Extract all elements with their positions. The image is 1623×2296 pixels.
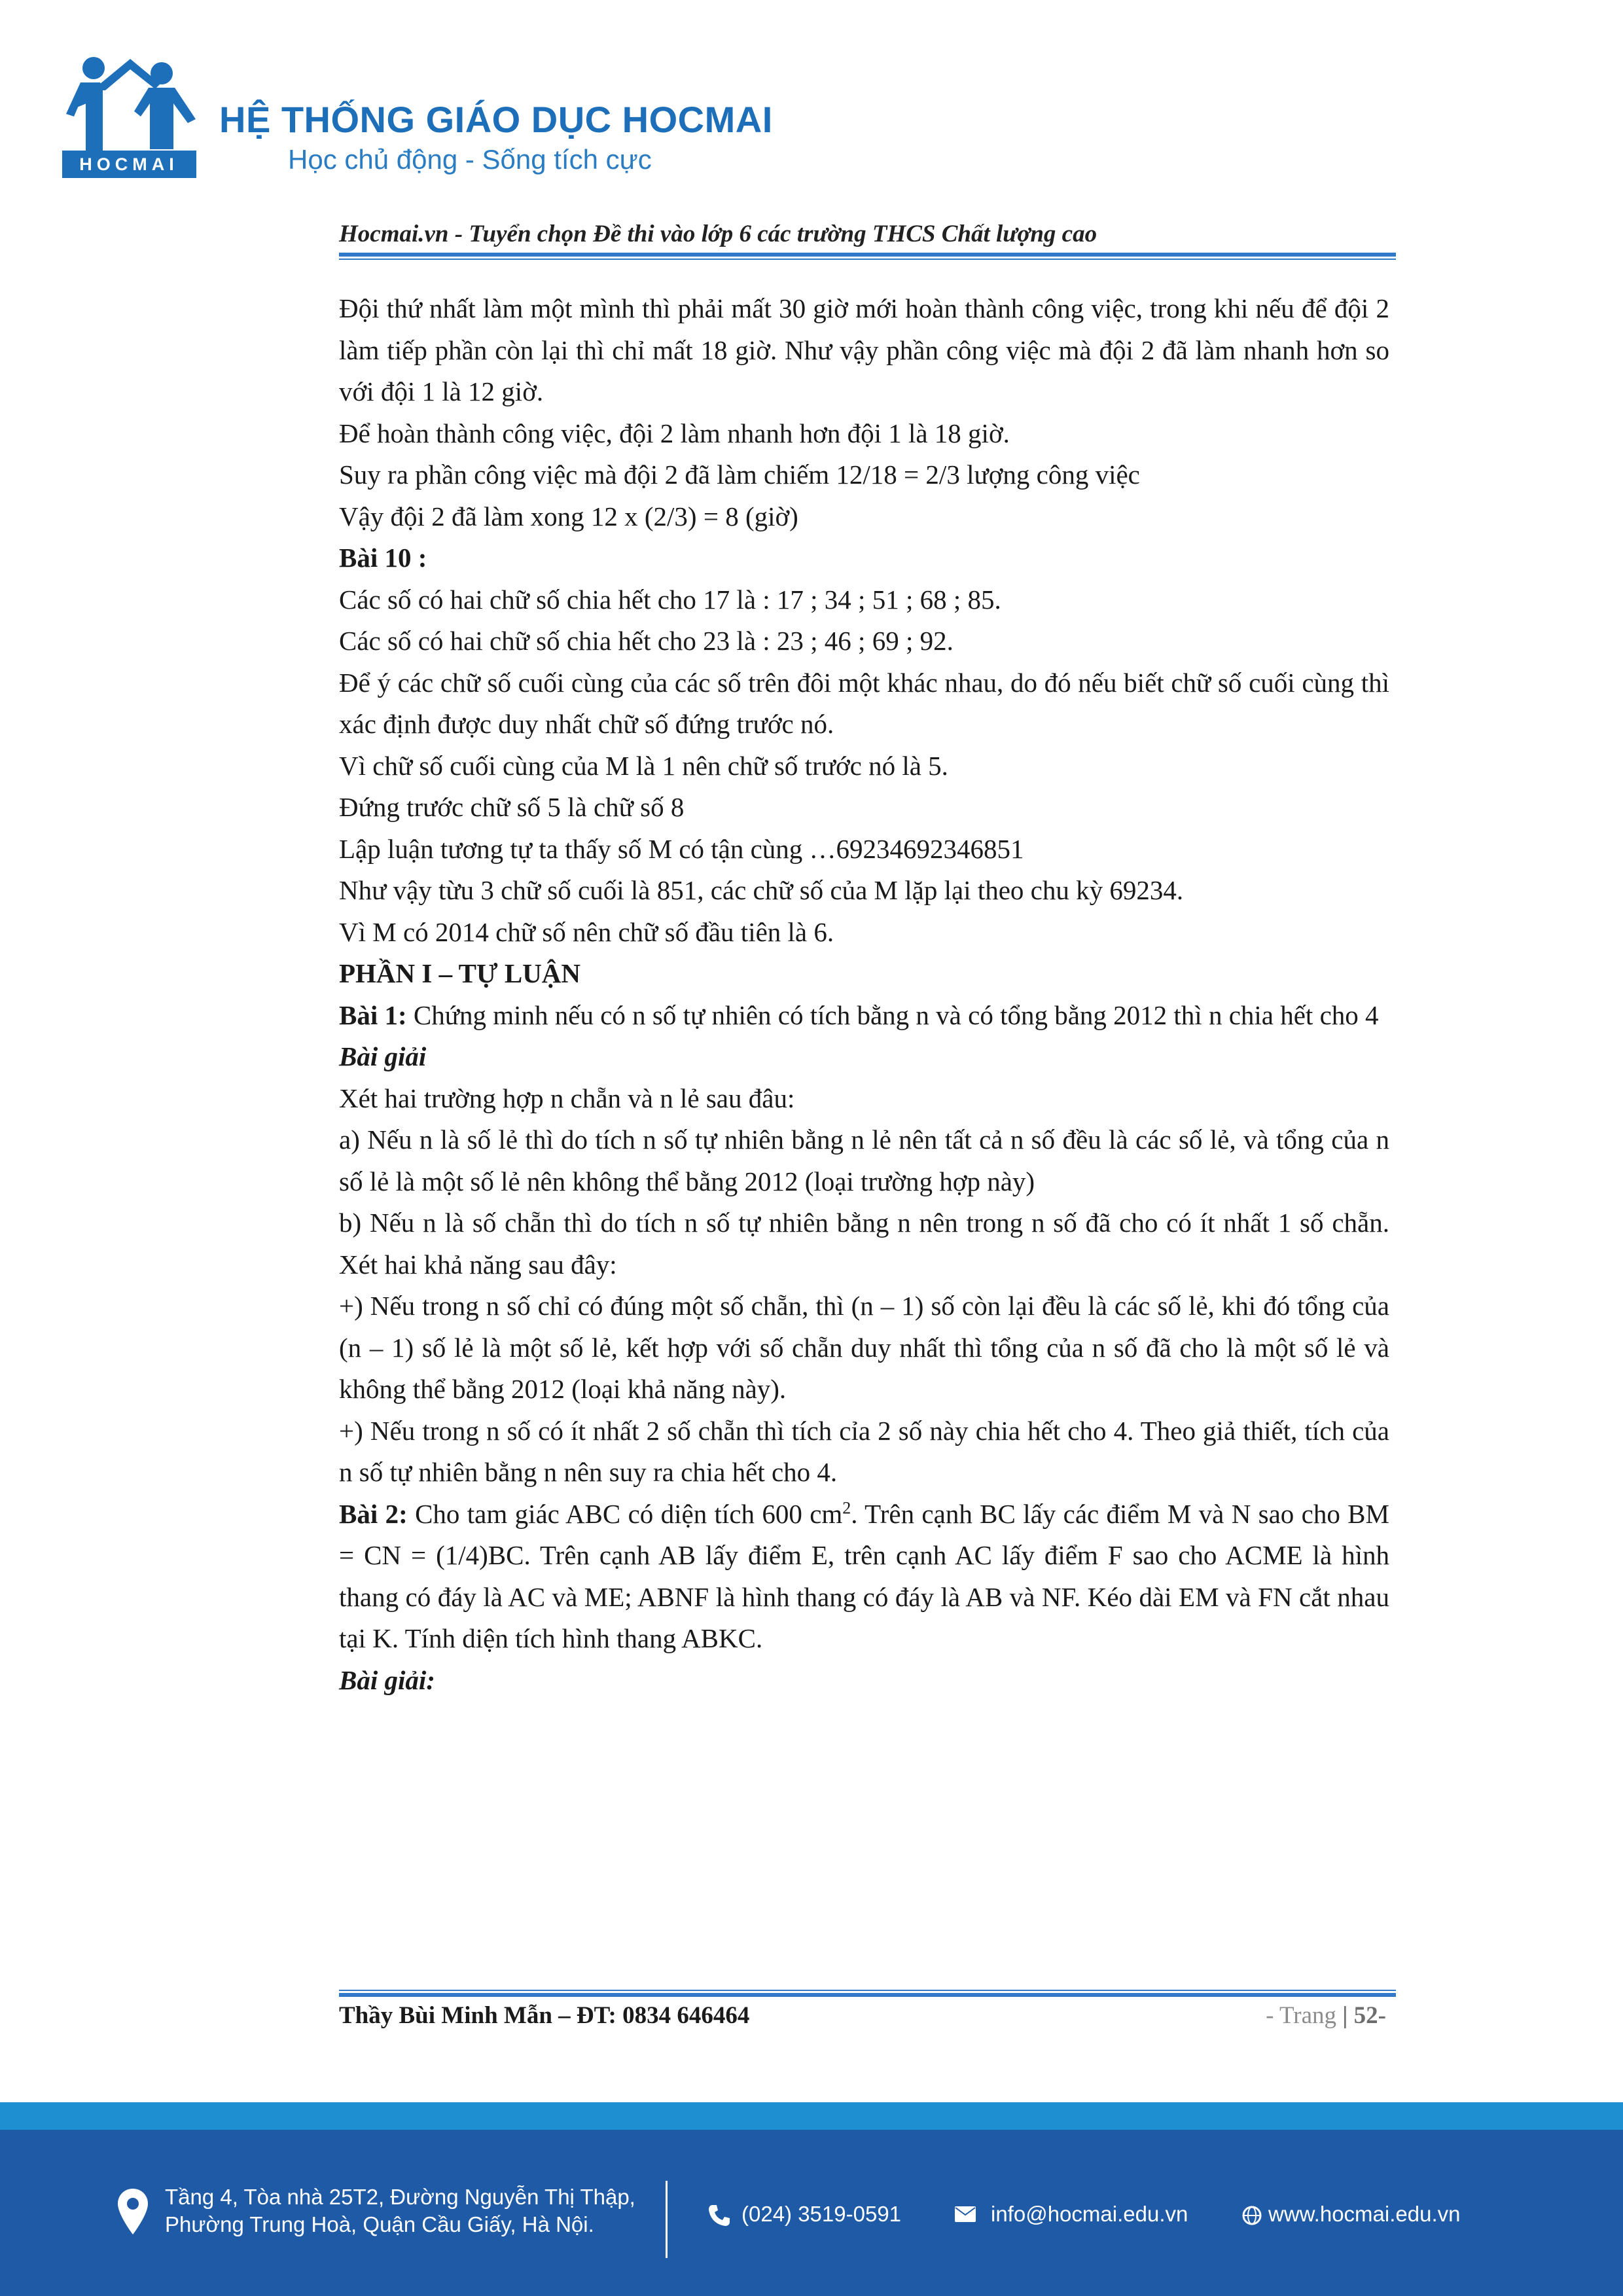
- page-number-value: 52-: [1353, 2002, 1386, 2029]
- contact-band: [0, 2130, 1623, 2296]
- paragraph: Vì M có 2014 chữ số nên chữ số đầu tiên là 6.: [339, 916, 834, 947]
- paragraph: Đứng trước chữ số 5 là chữ số 8: [339, 792, 685, 822]
- contact-address: [165, 2183, 635, 2238]
- phone-icon: [707, 2203, 732, 2228]
- brand-slogan: Học chủ động - Sống tích cực: [288, 144, 652, 175]
- logo-text: HOCMAI: [79, 154, 179, 174]
- problem-statement: [339, 995, 1389, 1037]
- paragraph: Vì chữ số cuối cùng của M là 1 nên chữ số trước nó là 5.: [339, 750, 948, 781]
- header-rule: [339, 253, 1396, 260]
- brand-title: HỆ THỐNG GIÁO DỤC HOCMAI: [219, 99, 773, 140]
- address-line: Tầng 4, Tòa nhà 25T2, Đường Nguyễn Thị Thập,: [165, 2185, 635, 2209]
- contact-band-accent: [0, 2102, 1623, 2130]
- page-body: [339, 288, 1389, 1701]
- problem-text: Chứng minh nếu có n số tự nhiên có tích bằng n và có tổng bằng 2012 thì n chia hết cho 4: [406, 999, 1379, 1030]
- footer-teacher: Thầy Bùi Minh Mẫn – ĐT: 0834 646464: [339, 2002, 750, 2029]
- paragraph: +) Nếu trong n số chỉ có đúng một số chẵn, thì (n – 1) số còn lại đều là các số lẻ, khi đó tổng của (n – 1) số lẻ là một số lẻ, kết hợp với số chẵn duy nhất thì tổng của n số đã cho là một số lẻ và không thể bằng 2012 (loại khả năng này).: [339, 1291, 1389, 1404]
- footer-rule: [339, 1990, 1396, 1997]
- hocmai-logo: [62, 51, 196, 179]
- solution-heading: Bài giải: [339, 1041, 427, 1071]
- problem-label: Bài 1:: [339, 999, 407, 1030]
- paragraph: Để hoàn thành công việc, đội 2 làm nhanh hơn đội 1 là 18 giờ.: [339, 418, 1010, 448]
- contact-email[interactable]: info@hocmai.edu.vn: [991, 2202, 1188, 2226]
- problem-heading: Bài 10 :: [339, 543, 427, 573]
- paragraph: Lập luận tương tự ta thấy số M có tận cùng …69234692346851: [339, 833, 1024, 864]
- paragraph: Đội thứ nhất làm một mình thì phải mất 30 giờ mới hoàn thành công việc, trong khi nếu để đội 2 làm tiếp phần còn lại thì chỉ mất 18 giờ. Như vậy phần công việc mà đội 2 đã làm nhanh hơn so với đội 1 là 12 giờ.: [339, 293, 1389, 406]
- paragraph: a) Nếu n là số lẻ thì do tích n số tự nhiên bằng n lẻ nên tất cả n số đều là các số lẻ, và tổng của n số lẻ là một số lẻ nên không thể bằng 2012 (loại trường hợp này): [339, 1124, 1389, 1196]
- contact-website[interactable]: www.hocmai.edu.vn: [1268, 2202, 1461, 2226]
- paragraph: Các số có hai chữ số chia hết cho 23 là : 23 ; 46 ; 69 ; 92.: [339, 626, 954, 656]
- solution-heading: Bài giải:: [339, 1664, 435, 1695]
- problem-text: . Trên cạnh BC lấy các điểm M và N sao cho BM = CN = (1/4)BC. Trên cạnh AB lấy điểm E, trên cạnh AC lấy điểm F sao cho ACME là hình thang có đáy là AC và ME; ABNF là hình thang có đáy là AB và NF. Kéo dài EM và FN cắt nhau tại K. Tính diện tích hình thang ABKC.: [339, 1498, 1389, 1653]
- email-icon: [954, 2206, 976, 2223]
- contact-phone[interactable]: (024) 3519-0591: [741, 2202, 902, 2226]
- contact-divider: [666, 2181, 668, 2258]
- globe-icon: [1242, 2206, 1262, 2225]
- section-heading: PHẦN I – TỰ LUẬN: [339, 958, 581, 988]
- paragraph: Suy ra phần công việc mà đội 2 đã làm chiếm 12/18 = 2/3 lượng công việc: [339, 459, 1140, 490]
- superscript: 2: [842, 1498, 851, 1517]
- page-number: [1266, 2001, 1386, 2030]
- page-pipe: |: [1342, 2002, 1354, 2029]
- paragraph: Xét hai trường hợp n chẵn và n lẻ sau đâu:: [339, 1083, 795, 1113]
- paragraph: Các số có hai chữ số chia hết cho 17 là : 17 ; 34 ; 51 ; 68 ; 85.: [339, 584, 1001, 615]
- paragraph: +) Nếu trong n số có ít nhất 2 số chẵn thì tích cỉa 2 số này chia hết cho 4. Theo giả thiết, tích của n số tự nhiên bằng n nên suy ra chia hết cho 4.: [339, 1415, 1389, 1487]
- brand-header: [62, 51, 847, 182]
- address-line: Phường Trung Hoà, Quận Cầu Giấy, Hà Nội.: [165, 2212, 594, 2236]
- problem-statement: [339, 1494, 1389, 1660]
- problem-text: Cho tam giác ABC có diện tích 600 cm: [407, 1498, 843, 1529]
- paragraph: b) Nếu n là số chẵn thì do tích n số tự nhiên bằng n nên trong n số đã cho có ít nhất 1 số chẵn. Xét hai khả năng sau đây:: [339, 1208, 1389, 1280]
- page-prefix: - Trang: [1266, 2002, 1343, 2029]
- paragraph: Vậy đội 2 đã làm xong 12 x (2/3) = 8 (giờ): [339, 501, 798, 531]
- running-header: Hocmai.vn - Tuyển chọn Đề thi vào lớp 6 các trường THCS Chất lượng cao: [339, 221, 1097, 247]
- location-pin-icon: [116, 2187, 149, 2236]
- paragraph: Như vậy từu 3 chữ số cuối là 851, các chữ số của M lặp lại theo chu kỳ 69234.: [339, 875, 1184, 905]
- paragraph: Để ý các chữ số cuối cùng của các số trên đôi một khác nhau, do đó nếu biết chữ số cuối cùng thì xác định được duy nhất chữ số đứng trước nó.: [339, 667, 1389, 739]
- problem-label: Bài 2:: [339, 1498, 408, 1529]
